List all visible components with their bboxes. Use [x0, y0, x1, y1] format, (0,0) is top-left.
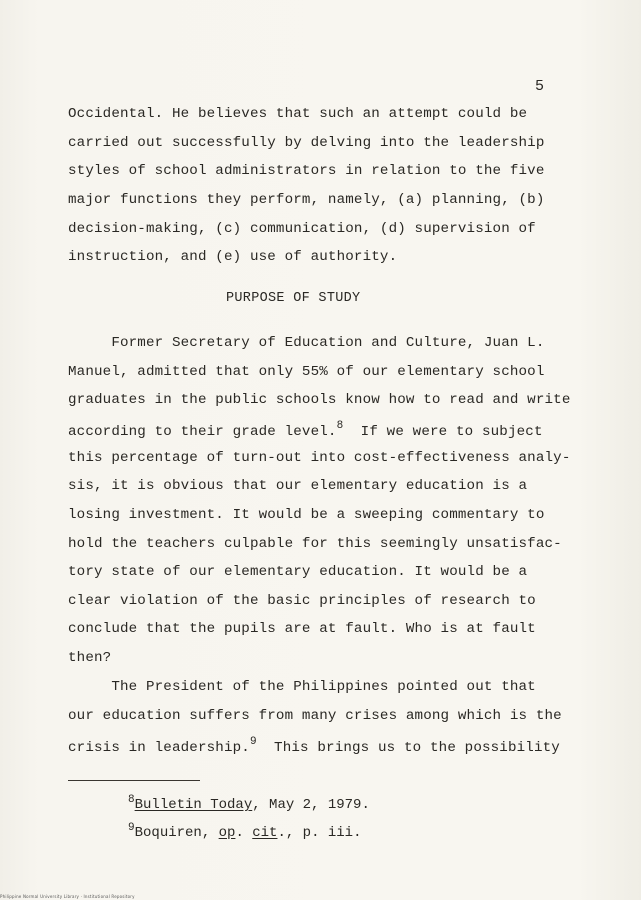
paragraph-1-line: decision-making, (c) communication, (d) supervision of — [68, 221, 536, 237]
footnote-8 — [128, 794, 370, 813]
paragraph-3-line: our education suffers from many crises among which is the — [68, 708, 562, 724]
footnote-9 — [128, 822, 361, 841]
line-text: crisis in leadership. — [68, 740, 250, 756]
footnote-text: ., p. iii. — [277, 825, 362, 841]
paragraph-1-line: major functions they perform, namely, (a) planning, (b) — [68, 192, 545, 208]
paragraph-2-line: this percentage of turn-out into cost-effectiveness analy- — [68, 450, 571, 466]
repository-footer: Philippine Normal University Library · Institutional Repository — [0, 894, 135, 899]
section-heading: PURPOSE OF STUDY — [226, 291, 361, 306]
footnote-text: . — [235, 825, 253, 841]
footnote-reference-9: 9 — [249, 736, 257, 748]
paragraph-2-line: Former Secretary of Education and Culture, Juan L. — [68, 335, 545, 351]
footnote-cit: cit — [252, 825, 278, 841]
paragraph-2-line: clear violation of the basic principles of research to — [68, 593, 536, 609]
paragraph-2-line: hold the teachers culpable for this seemingly unsatisfac- — [68, 536, 562, 552]
paragraph-1-line: carried out successfully by delving into the leadership — [68, 135, 545, 151]
footnote-mark: 9 — [128, 822, 135, 834]
line-text: If we were to subject — [343, 424, 543, 440]
paragraph-2-line: then? — [68, 650, 112, 666]
footnote-divider — [68, 780, 200, 781]
line-text: according to their grade level. — [68, 424, 337, 440]
paragraph-2-line: graduates in the public schools know how to read and write — [68, 392, 571, 408]
footnote-op: op — [218, 825, 236, 841]
paragraph-2-line: losing investment. It would be a sweeping commentary to — [68, 507, 545, 523]
paragraph-2-line: conclude that the pupils are at fault. Who is at fault — [68, 621, 536, 637]
footnote-author: Boquiren, — [134, 825, 219, 841]
line-text: This brings us to the possibility — [256, 740, 560, 756]
paragraph-2-line: Manuel, admitted that only 55% of our elementary school — [68, 364, 545, 380]
paragraph-3-line: The President of the Philippines pointed out that — [68, 679, 536, 695]
footnote-reference-8: 8 — [336, 420, 344, 432]
paragraph-2-line: tory state of our elementary education. It would be a — [68, 564, 528, 580]
page-number: 5 — [535, 78, 545, 95]
footnote-text: , May 2, 1979. — [252, 797, 370, 813]
paragraph-1-line: Occidental. He believes that such an attempt could be — [68, 106, 528, 122]
paragraph-2-line-with-reference — [68, 420, 543, 440]
paragraph-1-line: styles of school administrators in relation to the five — [68, 163, 545, 179]
footnote-source-title: Bulletin Today — [134, 797, 253, 813]
paragraph-3-line-with-reference — [68, 736, 560, 756]
paragraph-2-line: sis, it is obvious that our elementary education is a — [68, 478, 528, 494]
footnote-mark: 8 — [128, 794, 135, 806]
paragraph-1-line: instruction, and (e) use of authority. — [68, 249, 398, 265]
